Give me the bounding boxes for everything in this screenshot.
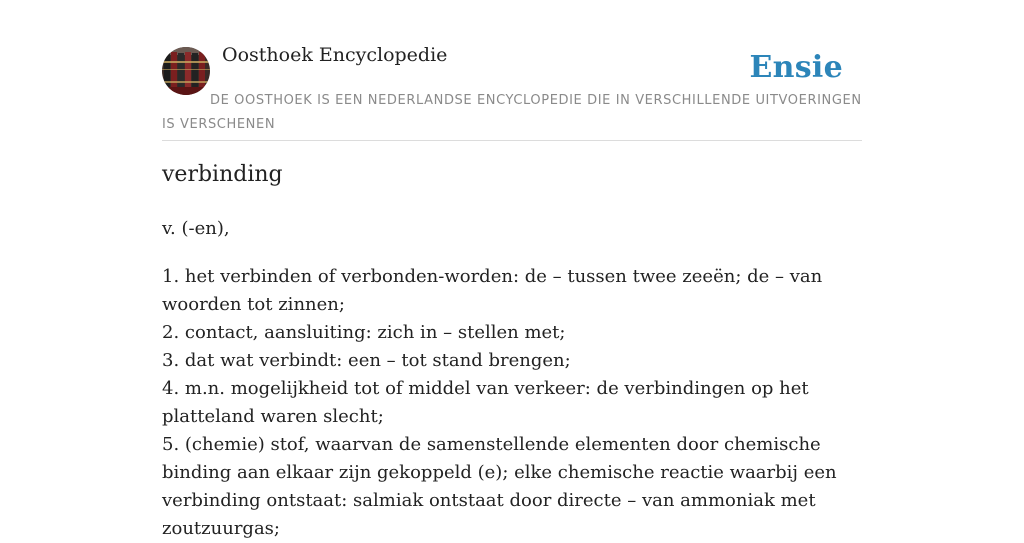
source-name[interactable]: Oosthoek Encyclopedie <box>222 44 448 66</box>
page-title: verbinding <box>162 162 283 187</box>
definition-item: 3. dat wat verbindt: een – tot stand brengen; <box>162 350 571 371</box>
definition-item: 1. het verbinden of verbonden-worden: de – tussen twee zeeën; de – van woorden tot zinnen; <box>162 266 823 315</box>
encyclopedia-books-icon[interactable] <box>162 47 210 95</box>
definition-item: 2. contact, aansluiting: zich in – stellen met; <box>162 322 566 343</box>
page <box>162 0 862 539</box>
definition-list <box>162 263 862 543</box>
definition-item: 5. (chemie) stof, waarvan de samenstellende elementen door chemische binding aan elkaar zijn gekoppeld (e); elke chemische reactie waarbij een verbinding ontstaat: salmiak ontstaat door directe – van ammoniak met zoutzuurgas; <box>162 434 837 539</box>
source-description: DE OOSTHOEK IS EEN NEDERLANDSE ENCYCLOPEDIE DIE IN VERSCHILLENDE UITVOERINGEN IS VERSCHENEN <box>162 93 862 132</box>
brand-logo[interactable]: Ensie <box>749 50 843 85</box>
grammar-info: v. (-en), <box>162 218 230 239</box>
header <box>162 0 862 141</box>
definition-item: 4. m.n. mogelijkheid tot of middel van verkeer: de verbindingen op het platteland waren slecht; <box>162 378 809 427</box>
